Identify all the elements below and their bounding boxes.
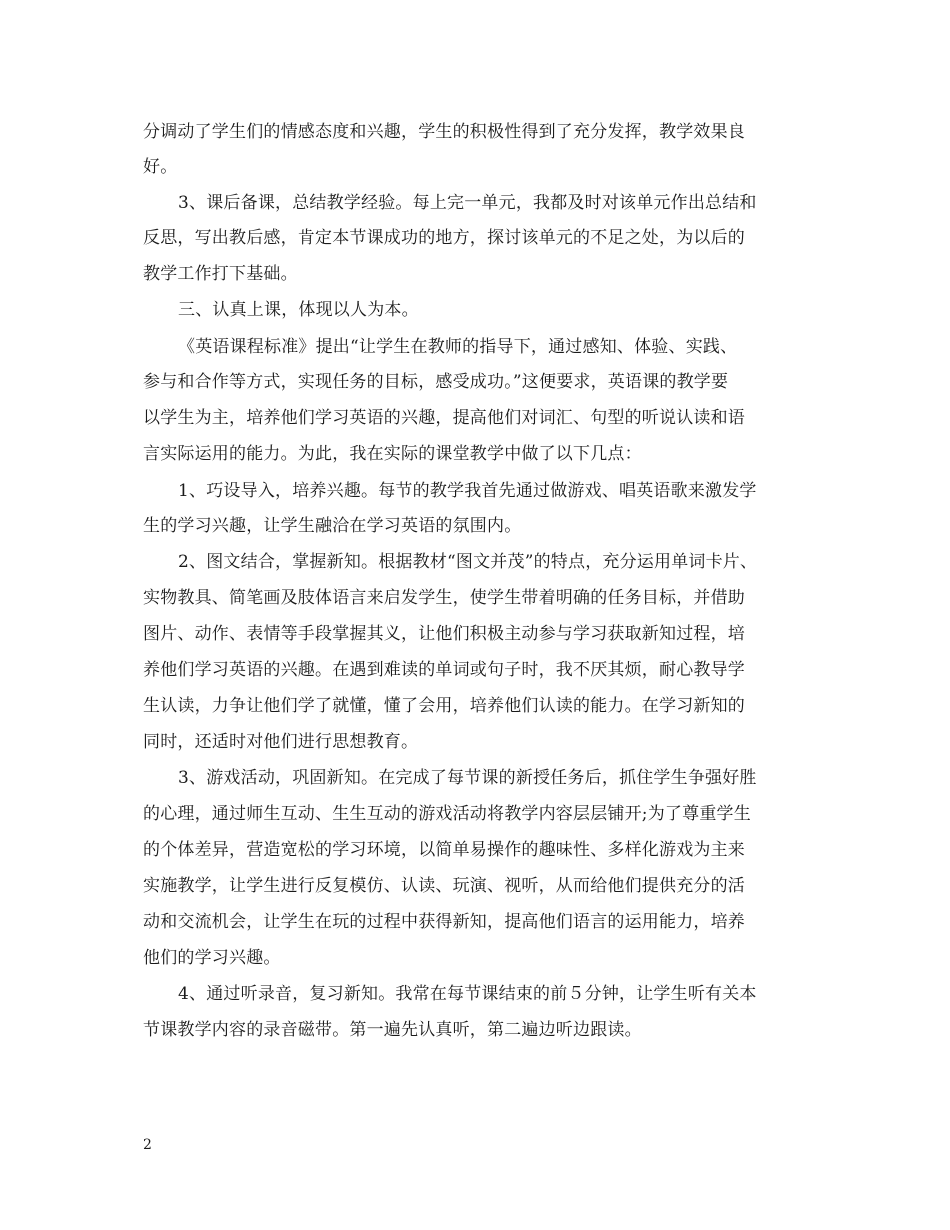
paragraph-line: 分调动了学生们的情感态度和兴趣，学生的积极性得到了充分发挥，教学效果良 xyxy=(143,122,745,142)
paragraph-line: 参与和合作等方式，实现任务的目标，感受成功。”这便要求，英语课的教学要 xyxy=(143,372,729,392)
paragraph-line: 好。 xyxy=(143,157,178,177)
page-number: 2 xyxy=(143,1137,152,1153)
paragraph-line: 他们的学习兴趣。 xyxy=(143,948,281,968)
paragraph-line: 以学生为主，培养他们学习英语的兴趣，提高他们对词汇、句型的听说认读和语 xyxy=(143,408,745,428)
paragraph-line: 图片、动作、表情等手段掌握其义，让他们积极主动参与学习获取新知过程，培 xyxy=(143,624,745,644)
section-heading: 三、认真上课，体现以人为本。 xyxy=(178,300,419,320)
paragraph-line: 《英语课程标准》提出“让学生在教师的指导下，通过感知、体验、实践、 xyxy=(178,337,738,357)
paragraph-line: 反思，写出教后感，肯定本节课成功的地方，探讨该单元的不足之处，为以后的 xyxy=(143,228,745,248)
paragraph-line: 1、巧设导入，培养兴趣。每节的教学我首先通过做游戏、唱英语歌来激发学 xyxy=(178,481,757,501)
paragraph-line: 3、课后备课，总结教学经验。每上完一单元，我都及时对该单元作出总结和 xyxy=(178,193,757,213)
paragraph-line: 节课教学内容的录音磁带。第一遍先认真听，第二遍边听边跟读。 xyxy=(143,1020,642,1040)
paragraph-line: 教学工作打下基础。 xyxy=(143,264,298,284)
paragraph-line: 4、通过听录音，复习新知。我常在每节课结束的前５分钟，让学生听有关本 xyxy=(178,984,757,1004)
paragraph-line: 的心理，通过师生互动、生生互动的游戏活动将教学内容层层铺开;为了尊重学生 xyxy=(143,804,751,824)
paragraph-line: 的个体差异，营造宽松的学习环境，以简单易操作的趣味性、多样化游戏为主来 xyxy=(143,840,745,860)
paragraph-line: 2、图文结合，掌握新知。根据教材“图文并茂”的特点，充分运用单词卡片、 xyxy=(178,552,758,572)
paragraph-line: 实物教具、简笔画及肢体语言来启发学生，使学生带着明确的任务目标，并借助 xyxy=(143,588,745,608)
paragraph-line: 生的学习兴趣，让学生融洽在学习英语的氛围内。 xyxy=(143,516,522,536)
paragraph-line: 生认读，力争让他们学了就懂，懂了会用，培养他们认读的能力。在学习新知的 xyxy=(143,696,745,716)
paragraph-line: 同时，还适时对他们进行思想教育。 xyxy=(143,732,419,752)
paragraph-line: 养他们学习英语的兴趣。在遇到难读的单词或句子时，我不厌其烦，耐心教导学 xyxy=(143,660,745,680)
paragraph-line: 实施教学，让学生进行反复模仿、认读、玩演、视听，从而给他们提供充分的活 xyxy=(143,876,745,896)
paragraph-line: 言实际运用的能力。为此，我在实际的课堂教学中做了以下几点： xyxy=(143,444,642,464)
paragraph-line: 动和交流机会，让学生在玩的过程中获得新知，提高他们语言的运用能力，培养 xyxy=(143,912,745,932)
paragraph-line: 3、游戏活动，巩固新知。在完成了每节课的新授任务后，抓住学生争强好胜 xyxy=(178,768,757,788)
